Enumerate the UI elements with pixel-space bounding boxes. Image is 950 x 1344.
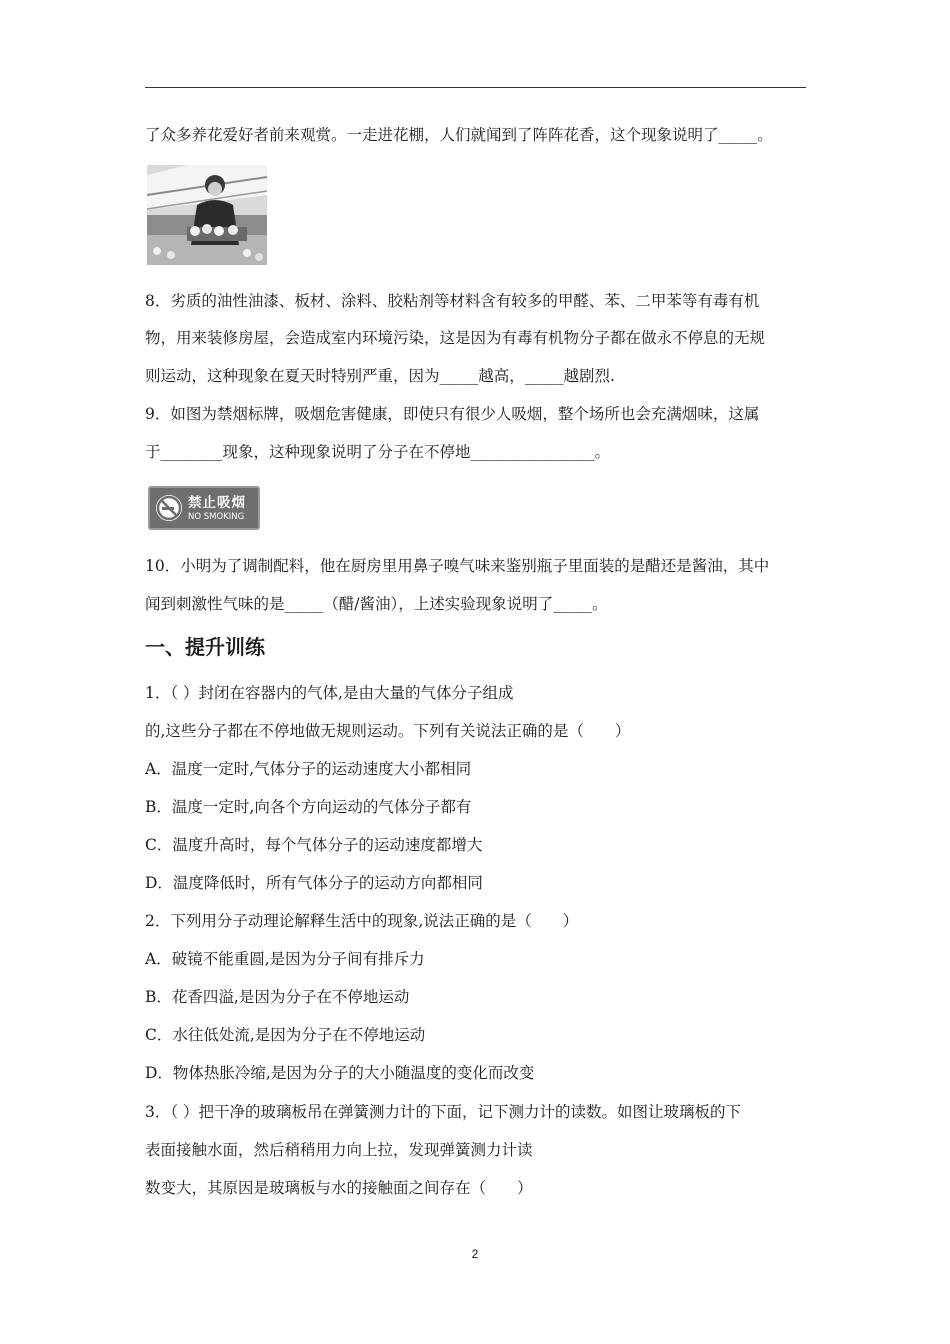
- practice-1-option-b: B．温度一定时,向各个方向运动的气体分子都有: [145, 798, 472, 816]
- practice-3-stem-line-2: 表面接触水面，然后稍稍用力向上拉，发现弹簧测力计读: [145, 1141, 533, 1159]
- practice-1-option-c: C．温度升高时，每个气体分子的运动速度都增大: [145, 836, 483, 854]
- question-8-line-2: 物，用来装修房屋，会造成室内环境污染，这是因为有毒有机物分子都在做永不停息的无规: [145, 329, 766, 347]
- practice-1-stem-line-1: 1．（ ）封闭在容器内的气体,是由大量的气体分子组成: [145, 684, 514, 702]
- page-number: 2: [471, 1247, 479, 1261]
- question-8-line-3: 则运动，这种现象在夏天时特别严重，因为_____越高，_____越剧烈.: [145, 367, 615, 385]
- header-rule: [145, 87, 806, 88]
- practice-2-option-b: B．花香四溢,是因为分子在不停地运动: [145, 988, 410, 1006]
- practice-3-stem-line-1: 3．（ ）把干净的玻璃板吊在弹簧测力计的下面，记下测力计的读数。如图让玻璃板的下: [145, 1103, 742, 1121]
- practice-2-option-c: C．水往低处流,是因为分子在不停地运动: [145, 1026, 426, 1044]
- sign-subtitle: NO SMOKING: [188, 512, 245, 522]
- practice-2-option-d: D．物体热胀冷缩,是因为分子的大小随温度的变化而改变: [145, 1064, 535, 1082]
- section-heading: 一、提升训练: [145, 635, 265, 659]
- question-8-line-1: 8．劣质的油性油漆、板材、涂料、胶粘剂等材料含有较多的甲醛、苯、二甲苯等有毒有机: [145, 292, 760, 310]
- question-9-line-1: 9．如图为禁烟标牌，吸烟危害健康，即使只有很少人吸烟，整个场所也会充满烟味，这属: [145, 405, 760, 423]
- practice-1-option-a: A．温度一定时,气体分子的运动速度大小都相同: [145, 760, 472, 778]
- practice-2-option-a: A．破镜不能重圆,是因为分子间有排斥力: [145, 950, 425, 968]
- question-10-line-2: 闻到刺激性气味的是_____（醋/酱油），上述实验现象说明了_____。: [145, 595, 608, 613]
- practice-2-stem: 2．下列用分子动理论解释生活中的现象,说法正确的是（ ）: [145, 912, 579, 930]
- question-10-line-1: 10．小明为了调制配料，他在厨房里用鼻子嗅气味来鉴别瓶子里面装的是醋还是酱油，其中: [145, 557, 770, 575]
- practice-3-stem-line-3: 数变大，其原因是玻璃板与水的接触面之间存在（ ）: [145, 1179, 533, 1197]
- no-smoking-icon: [156, 495, 182, 521]
- practice-1-stem-line-2: 的,这些分子都在不停地做无规则运动。下列有关说法正确的是（ ）: [145, 722, 631, 740]
- question-9-line-2: 于________现象，这种现象说明了分子在不停地________________。: [145, 443, 611, 461]
- no-smoking-sign: [148, 486, 260, 530]
- text-line: 了众多养花爱好者前来观赏。一走进花棚，人们就闻到了阵阵花香，这个现象说明了_____。: [145, 126, 773, 144]
- practice-1-option-d: D．温度降低时，所有气体分子的运动方向都相同: [145, 874, 483, 892]
- flower-grower-photo: [147, 165, 267, 265]
- sign-title: 禁止吸烟: [188, 495, 246, 511]
